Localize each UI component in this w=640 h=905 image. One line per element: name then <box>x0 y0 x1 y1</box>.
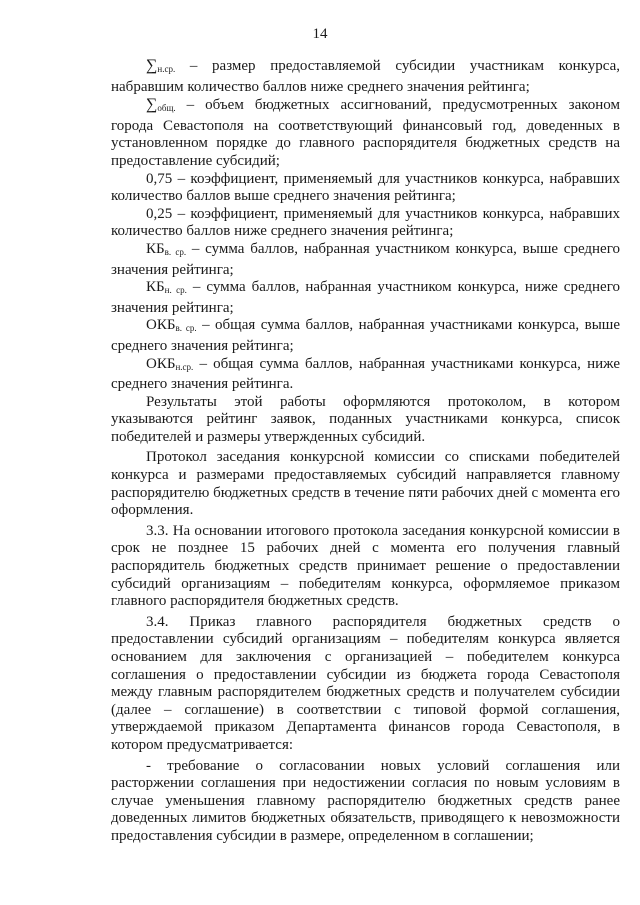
paragraph-results-protocol <box>111 394 620 447</box>
paragraph-commission-protocol <box>111 449 620 519</box>
formula-symbol: КБ <box>146 279 165 296</box>
paragraph-text: – сумма баллов, набранная участником конкурса, ниже среднего значения рейтинга; <box>111 279 620 316</box>
page-number: 14 <box>312 26 328 42</box>
paragraph-text: 0,75 – коэффициент, применяемый для участников конкурса, набравших количество баллов выше среднего значения рейтинга; <box>111 170 620 205</box>
paragraph-section-3-4 <box>111 614 620 755</box>
paragraph-text: – общая сумма баллов, набранная участниками конкурса, ниже среднего значения рейтинга. <box>111 355 620 393</box>
formula-symbol: КБ <box>146 240 165 257</box>
paragraph-kb-above-avg <box>111 241 620 279</box>
paragraph-text: 0,25 – коэффициент, применяемый для участников конкурса, набравших количество баллов ниже среднего значения рейтинга; <box>111 205 620 240</box>
paragraph-coefficient-025 <box>111 206 620 241</box>
formula-subscript: н. ср. <box>164 285 187 296</box>
document-body <box>111 57 620 846</box>
formula-symbol: ОКБ <box>146 355 176 372</box>
formula-symbol: ОКБ <box>146 317 176 334</box>
paragraph-text: 3.3. На основании итогового протокола заседания конкурсной комиссии в срок не позднее 15 рабочих дней с момента его получения главный распорядитель бюджетных средств принимает решение о предоставлении субсидий организациям – победителям конкурса, оформляемое приказом главного распорядителя бюджетных средств. <box>111 522 620 610</box>
paragraph-requirement-item <box>111 758 620 846</box>
formula-symbol: ∑ <box>146 57 158 74</box>
paragraph-text: 3.4. Приказ главного распорядителя бюджетных средств о предоставлении субсидий организациям – победителям конкурса является основанием для заключения с организацией – победителем конкурса соглашения о предоставлении субсидии из бюджета города Севастополя между главным распорядителем бюджетных средств и получателем субсидии (далее – соглашение) в соответствии с типовой формой соглашения, утверждаемой приказом Департамента финансов города Севастополя, в котором предусматривается: <box>111 613 620 753</box>
paragraph-sum-below-avg <box>111 57 620 96</box>
paragraph-sum-total <box>111 96 620 170</box>
formula-subscript: в. ср. <box>164 246 187 257</box>
formula-subscript: в. ср. <box>175 323 197 334</box>
formula-subscript: н.ср. <box>157 64 176 74</box>
paragraph-okb-above-avg <box>111 317 620 355</box>
paragraph-okb-below-avg <box>111 356 620 394</box>
paragraph-text: – сумма баллов, набранная участником конкурса, выше среднего значения рейтинга; <box>111 240 620 278</box>
paragraph-kb-below-avg <box>111 279 620 317</box>
paragraph-text: - требование о согласовании новых условий соглашения или расторжении соглашения при недостижении согласия по новым условиям в случае уменьшения главному распорядителю бюджетных средств ранее доведенных лимитов бюджетных обязательств, приводящего к невозможности предоставления субсидии в размере, определенном в соглашении; <box>111 757 620 844</box>
formula-subscript: общ. <box>157 103 176 114</box>
paragraph-text: – объем бюджетных ассигнований, предусмотренных законом города Севастополя на соответствующий финансовый год, доведенных в установленном порядке до главного распорядителя бюджетных средств на предоставление субсидий; <box>111 97 620 169</box>
paragraph-text: – размер предоставляемой субсидии участникам конкурса, набравшим количество баллов ниже среднего значения рейтинга; <box>111 58 620 95</box>
paragraph-text: Протокол заседания конкурсной комиссии со списками победителей конкурса и размерами предоставляемых субсидий направляется главному распорядителю бюджетных средств в течение пяти рабочих дней с момента его оформления. <box>111 449 620 519</box>
paragraph-section-3-3 <box>111 523 620 611</box>
formula-symbol: ∑ <box>146 96 158 114</box>
paragraph-text: Результаты этой работы оформляются протоколом, в котором указываются рейтинг заявок, поданных участниками конкурса, список победителей и размеры утвержденных субсидий. <box>111 393 620 445</box>
paragraph-text: – общая сумма баллов, набранная участниками конкурса, выше среднего значения рейтинга; <box>111 317 620 354</box>
formula-subscript: н.ср. <box>175 361 194 372</box>
paragraph-coefficient-075 <box>111 171 620 206</box>
